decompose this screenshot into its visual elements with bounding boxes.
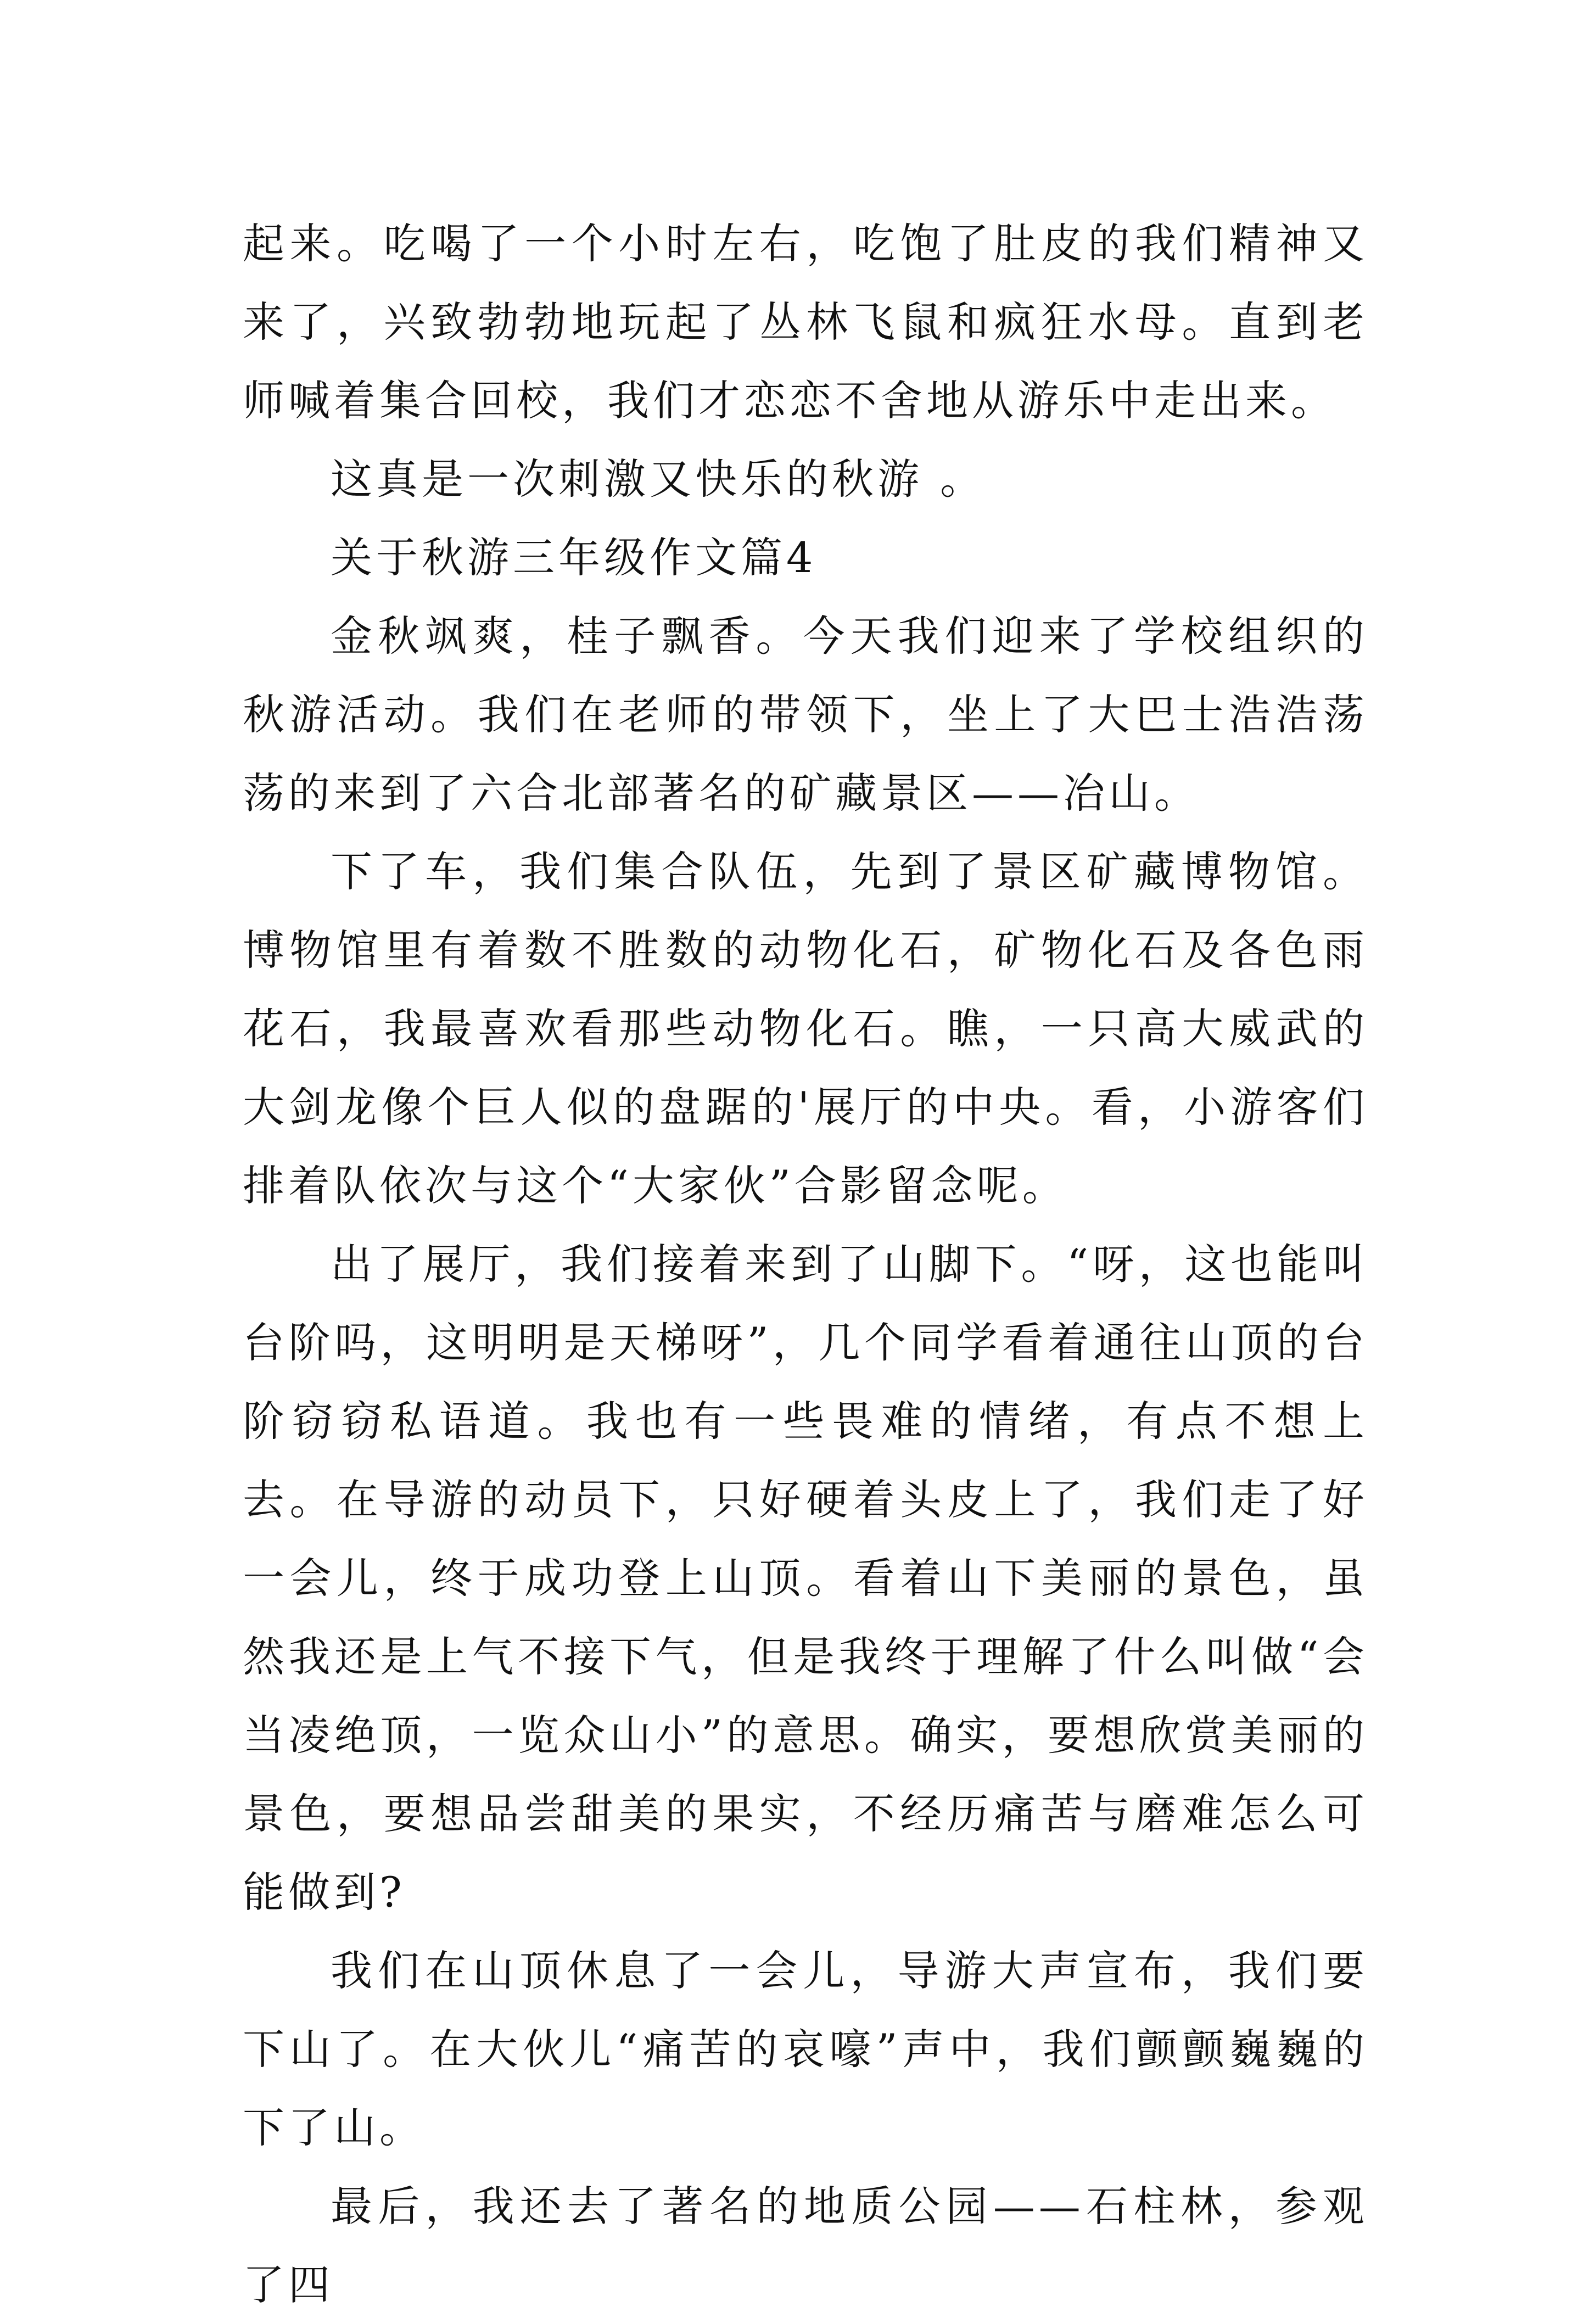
paragraph-intro: 金秋飒爽，桂子飘香。今天我们迎来了学校组织的秋游活动。我们在老师的带领下，坐上了大巴士浩浩荡荡的来到了六合北部著名的矿藏景区——冶山。 <box>243 612 1368 817</box>
paragraph-continuation: 起来。吃喝了一个小时左右，吃饱了肚皮的我们精神又来了，兴致勃勃地玩起了丛林飞鼠和疯狂水母。直到老师喊着集合回校，我们才恋恋不舍地从游乐中走出来。 <box>243 219 1368 425</box>
paragraph-museum: 下了车，我们集合队伍，先到了景区矿藏博物馆。博物馆里有着数不胜数的动物化石，矿物化石及各色雨花石，我最喜欢看那些动物化石。瞧，一只高大威武的大剑龙像个巨人似的盘踞的'展厅的中央。看，小游客们排着队依次与这个“大家伙”合影留念呢。 <box>243 847 1368 1210</box>
paragraph-conclusion: 这真是一次刺激又快乐的秋游 。 <box>331 455 986 503</box>
paragraph-climb: 出了展厅，我们接着来到了山脚下。“呀，这也能叫台阶吗，这明明是天梯呀”，几个同学看着通往山顶的台阶窃窃私语道。我也有一些畏难的情绪，有点不想上去。在导游的动员下，只好硬着头皮上了，我们走了好一会儿，终于成功登上山顶。看着山下美丽的景色，虽然我还是上气不接下气，但是我终于理解了什么叫做“会当凌绝顶，一览众山小”的意思。确实，要想欣赏美丽的景色，要想品尝甜美的果实，不经历痛苦与磨难怎么可能做到? <box>243 1240 1368 1917</box>
paragraph-descent: 我们在山顶休息了一会儿，导游大声宣布，我们要下山了。在大伙儿“痛苦的哀嚎”声中，我们颤颤巍巍的下了山。 <box>243 1946 1368 2152</box>
paragraph-final: 最后，我还去了著名的地质公园——石柱林，参观了四 <box>243 2182 1368 2309</box>
article-body <box>243 204 1368 2324</box>
section-heading: 关于秋游三年级作文篇4 <box>331 533 817 582</box>
